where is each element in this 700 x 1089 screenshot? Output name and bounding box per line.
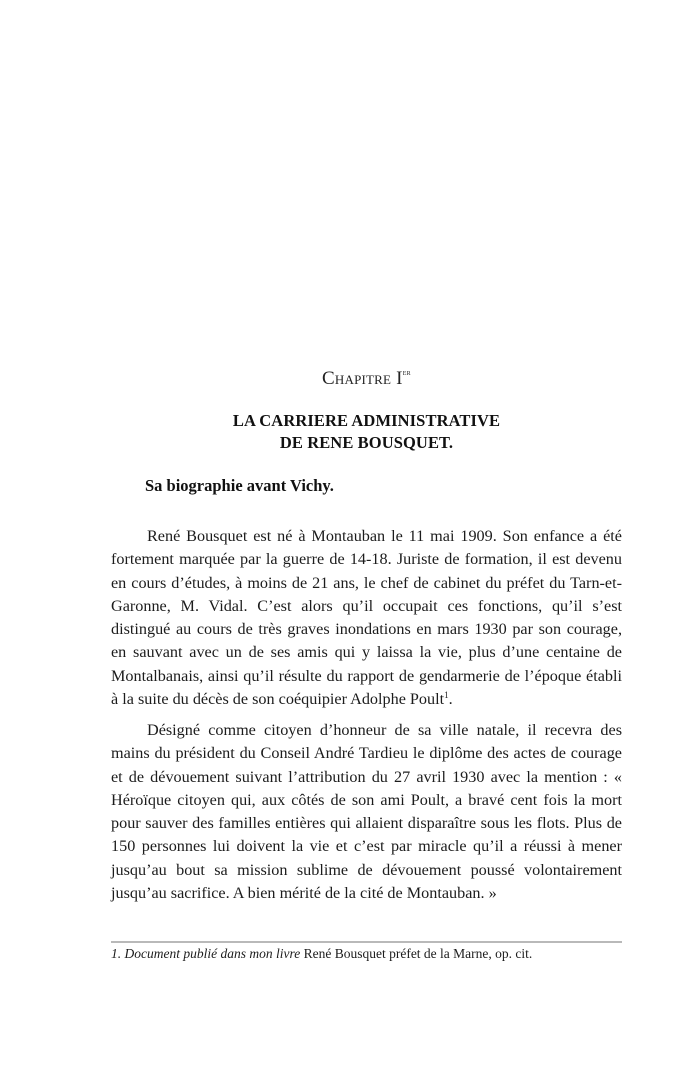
footnote-roman-text: René Bousquet préfet de la Marne, op. cit.	[303, 946, 533, 961]
chapter-number: I	[396, 368, 403, 389]
section-heading: Sa biographie avant Vichy.	[145, 476, 334, 495]
chapter-label	[111, 367, 622, 390]
paragraph-2-text: Désigné comme citoyen d’honneur de sa ville natale, il recevra des mains du président du Conseil André Tardieu le diplôme des actes de courage et de dévouement suivant l’attribution du 27 avril 1930 avec la mention : « Héroïque citoyen qui, aux côtés de son ami Poult, a bravé cent fois la mort pour sauver des familles entières qui allaient disparaître sous les flots. Plus de 150 personnes lui doivent la vie et c’est par miracle qu’il a réussi à mener jusqu’au bout sa mission sublime de dévouement poussé volontairement jusqu’au sacrifice. A bien mérité de la cité de Montauban. »	[111, 721, 622, 903]
paragraph-1	[111, 525, 622, 711]
footnote-number: 1.	[111, 946, 122, 961]
footnote-reference[interactable]: 1	[444, 690, 449, 701]
paragraph-1-text: René Bousquet est né à Montauban le 11 mai 1909. Son enfance a été fortement marquée par la guerre de 14-18. Juriste de formation, il est devenu en cours d’études, à moins de 21 ans, le chef de cabinet du préfet du Tarn-et-Garonne, M. Vidal. C’est alors qu’il occupait ces fonctions, qu’il s’est distingué au cours de très graves inondations en mars 1930 par son courage, en sauvant avec un de ses amis qui y laissa la vie, plus d’une centaine de Montalbanais, ainsi qu’il résulte du rapport de gendarmerie de l’époque établi à la suite du décès de son coéquipier Adolphe Poult	[111, 527, 622, 709]
chapter-title-line-2: DE RENE BOUSQUET.	[279, 433, 454, 452]
chapter-number-suffix: er	[402, 367, 411, 377]
footnote-italic-text: Document publié dans mon livre	[124, 946, 301, 961]
footnote-1	[111, 946, 622, 962]
chapter-title	[111, 410, 622, 454]
paragraph-1-end: .	[448, 690, 453, 709]
paragraph-2	[111, 719, 622, 905]
chapter-title-line-1: LA CARRIERE ADMINISTRATIVE	[232, 411, 501, 430]
chapter-label-word: Chapitre	[322, 368, 392, 389]
footnote-divider	[111, 941, 622, 943]
